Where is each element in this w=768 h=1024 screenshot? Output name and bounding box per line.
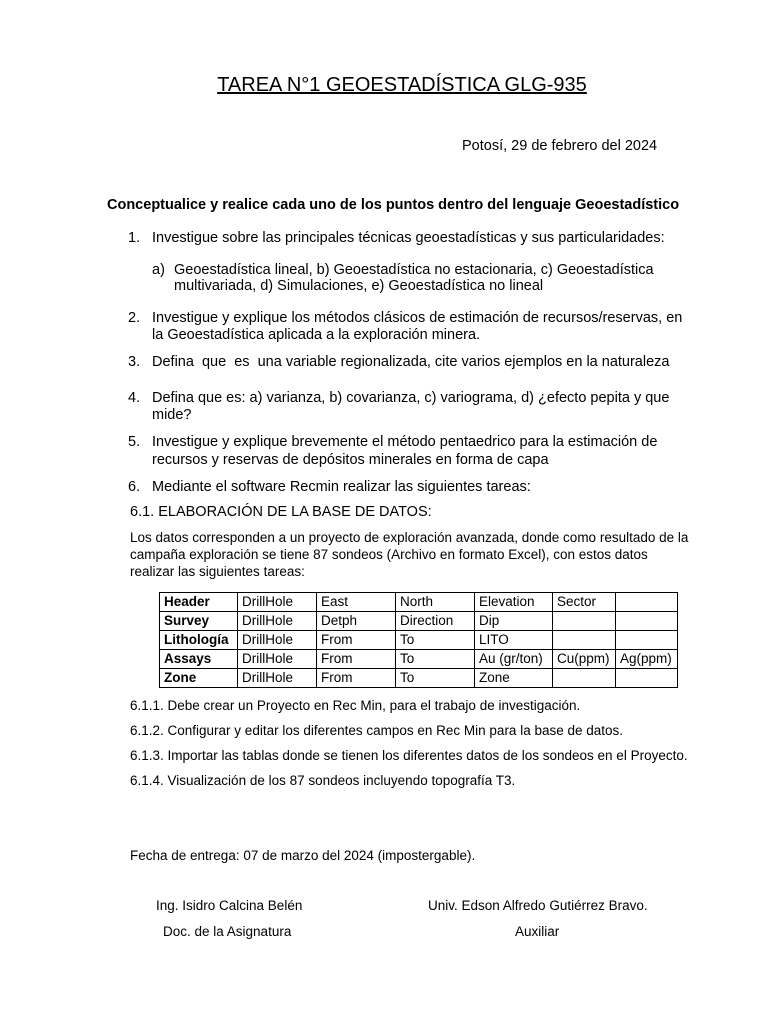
item-line: multivariada, d) Simulaciones, e) Geoestadística no lineal <box>174 278 544 294</box>
item-line: Geoestadística lineal, b) Geoestadística no estacionaria, c) Geoestadística <box>174 262 654 278</box>
table-cell: From <box>317 650 396 669</box>
table-cell: Sector <box>553 593 616 612</box>
document-title: TAREA N°1 GEOESTADÍSTICA GLG-935 <box>217 74 587 96</box>
signature-role-teacher: Doc. de la Asignatura <box>163 924 292 939</box>
table-cell: Cu(ppm) <box>553 650 616 669</box>
table-cell: LITO <box>475 631 553 650</box>
table-cell: DrillHole <box>238 593 317 612</box>
subtask-6-1-2: 6.1.2. Configurar y editar los diferentes campos en Rec Min para la base de datos. <box>130 723 624 738</box>
item-line: Mediante el software Recmin realizar las siguientes tareas: <box>152 479 531 495</box>
table-cell: Zone <box>475 669 553 688</box>
database-tables <box>159 592 678 688</box>
item-line: mide? <box>152 407 192 423</box>
table-cell: To <box>396 631 475 650</box>
table-cell <box>553 669 616 688</box>
table-cell: Survey <box>160 612 238 631</box>
item-line: recursos y reservas de depósitos minerales en forma de capa <box>152 452 549 468</box>
data-intro-line: Los datos corresponden a un proyecto de exploración avanzada, donde como resultado de la <box>130 530 689 545</box>
table-row <box>160 650 678 669</box>
table-row <box>160 669 678 688</box>
data-intro-line: campaña exploración se tiene 87 sondeos (Archivo en formato Excel), con estos datos <box>130 547 648 562</box>
subtask-6-1-4: 6.1.4. Visualización de los 87 sondeos incluyendo topografía T3. <box>130 773 516 788</box>
item-line: Defina que es una variable regionalizada, cite varios ejemplos en la naturaleza <box>152 354 670 370</box>
table-cell: Detph <box>317 612 396 631</box>
table-cell: Lithología <box>160 631 238 650</box>
item-number: 3. <box>128 354 141 370</box>
item-number: 1. <box>128 230 141 246</box>
table-cell <box>616 612 678 631</box>
table-cell <box>616 669 678 688</box>
data-intro-line: realizar las siguientes tareas: <box>130 564 305 579</box>
item-number: 2. <box>128 310 141 326</box>
table-cell: Ag(ppm) <box>616 650 678 669</box>
item-number: a) <box>152 262 165 278</box>
table-cell: Direction <box>396 612 475 631</box>
table-cell: Au (gr/ton) <box>475 650 553 669</box>
item-line: Investigue sobre las principales técnicas geoestadísticas y sus particularidades: <box>152 230 665 246</box>
item-line: Investigue y explique los métodos clásicos de estimación de recursos/reservas, en <box>152 310 683 326</box>
table-cell: DrillHole <box>238 631 317 650</box>
table-cell: To <box>396 669 475 688</box>
signature-role-assistant: Auxiliar <box>515 924 560 939</box>
table-cell: From <box>317 669 396 688</box>
table-cell <box>616 593 678 612</box>
table-cell: Zone <box>160 669 238 688</box>
table-cell: Header <box>160 593 238 612</box>
signature-name-assistant: Univ. Edson Alfredo Gutiérrez Bravo. <box>428 898 648 913</box>
table-row <box>160 631 678 650</box>
table-row <box>160 593 678 612</box>
place-date: Potosí, 29 de febrero del 2024 <box>462 138 658 154</box>
item-line: Investigue y explique brevemente el método pentaedrico para la estimación de <box>152 434 658 450</box>
table-row <box>160 612 678 631</box>
table-cell: Assays <box>160 650 238 669</box>
table-cell: North <box>396 593 475 612</box>
instruction-heading: Conceptualice y realice cada uno de los puntos dentro del lenguaje Geoestadístico <box>107 197 680 213</box>
table-cell <box>616 631 678 650</box>
signature-name-teacher: Ing. Isidro Calcina Belén <box>156 898 303 913</box>
table-cell: DrillHole <box>238 669 317 688</box>
table-cell: DrillHole <box>238 612 317 631</box>
table-cell: From <box>317 631 396 650</box>
subtask-6-1-3: 6.1.3. Importar las tablas donde se tienen los diferentes datos de los sondeos en el Proyecto. <box>130 748 688 763</box>
section-heading-6-1: 6.1. ELABORACIÓN DE LA BASE DE DATOS: <box>130 504 432 520</box>
table-cell <box>553 612 616 631</box>
table-cell: East <box>317 593 396 612</box>
item-line: Defina que es: a) varianza, b) covarianza, c) variograma, d) ¿efecto pepita y que <box>152 390 670 406</box>
table-cell: DrillHole <box>238 650 317 669</box>
table-cell: To <box>396 650 475 669</box>
item-number: 6. <box>128 479 141 495</box>
table-cell: Elevation <box>475 593 553 612</box>
due-date: Fecha de entrega: 07 de marzo del 2024 (impostergable). <box>130 848 476 863</box>
table-cell: Dip <box>475 612 553 631</box>
item-line: la Geoestadística aplicada a la exploración minera. <box>152 327 481 343</box>
item-number: 5. <box>128 434 141 450</box>
item-number: 4. <box>128 390 141 406</box>
subtask-6-1-1: 6.1.1. Debe crear un Proyecto en Rec Min, para el trabajo de investigación. <box>130 698 581 713</box>
table-cell <box>553 631 616 650</box>
